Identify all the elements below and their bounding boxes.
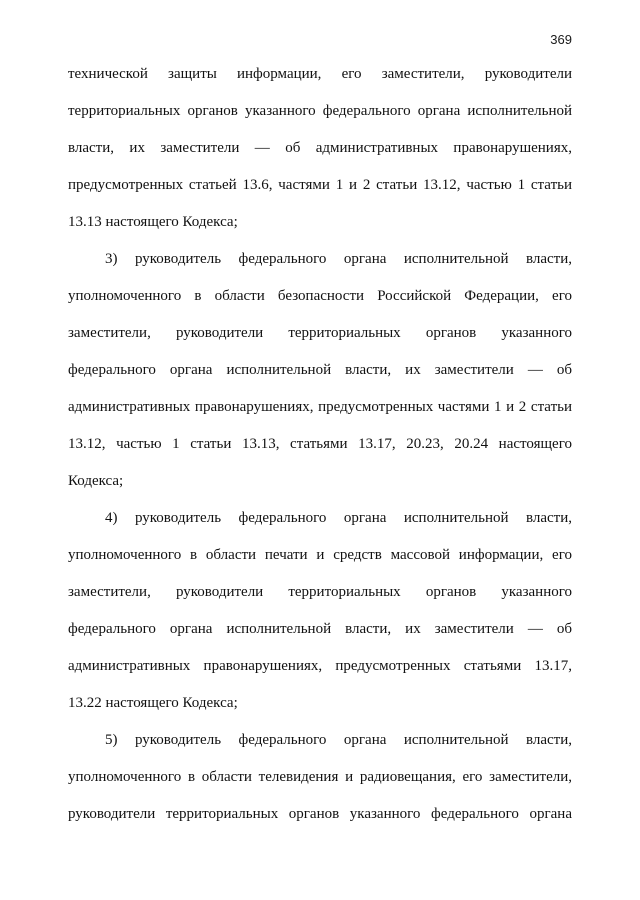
text-line: 13.13 настоящего Кодекса; <box>68 214 238 230</box>
text-line: заместители, руководители территориальных органов указанного <box>68 584 572 600</box>
text-line: 4) руководитель федерального органа исполнительной власти, <box>105 510 572 526</box>
text-line: административных правонарушениях, предусмотренных частями 1 и 2 статьи <box>68 399 572 415</box>
body-text <box>68 56 572 833</box>
text-line: 3) руководитель федерального органа исполнительной власти, <box>105 251 572 267</box>
text-line: уполномоченного в области безопасности Российской Федерации, его <box>68 288 572 304</box>
text-line: технической защиты информации, его заместители, руководители <box>68 66 572 82</box>
text-line: заместители, руководители территориальных органов указанного <box>68 325 572 341</box>
page-number: 369 <box>550 32 572 47</box>
text-line: федерального органа исполнительной власти, их заместители — об <box>68 621 572 637</box>
text-line: 5) руководитель федерального органа исполнительной власти, <box>105 732 572 748</box>
text-line: федерального органа исполнительной власти, их заместители — об <box>68 362 572 378</box>
text-line: 13.22 настоящего Кодекса; <box>68 695 238 711</box>
text-line: уполномоченного в области печати и средств массовой информации, его <box>68 547 572 563</box>
text-line: руководители территориальных органов указанного федерального органа <box>68 806 572 822</box>
text-line: предусмотренных статьей 13.6, частями 1 и 2 статьи 13.12, частью 1 статьи <box>68 177 572 193</box>
text-line: уполномоченного в области телевидения и радиовещания, его заместители, <box>68 769 572 785</box>
text-line: 13.12, частью 1 статьи 13.13, статьями 13.17, 20.23, 20.24 настоящего <box>68 436 572 452</box>
text-line: Кодекса; <box>68 473 124 489</box>
text-line: административных правонарушениях, предусмотренных статьями 13.17, <box>68 658 572 674</box>
text-line: территориальных органов указанного федерального органа исполнительной <box>68 103 572 119</box>
text-line: власти, их заместители — об административных правонарушениях, <box>68 140 572 156</box>
